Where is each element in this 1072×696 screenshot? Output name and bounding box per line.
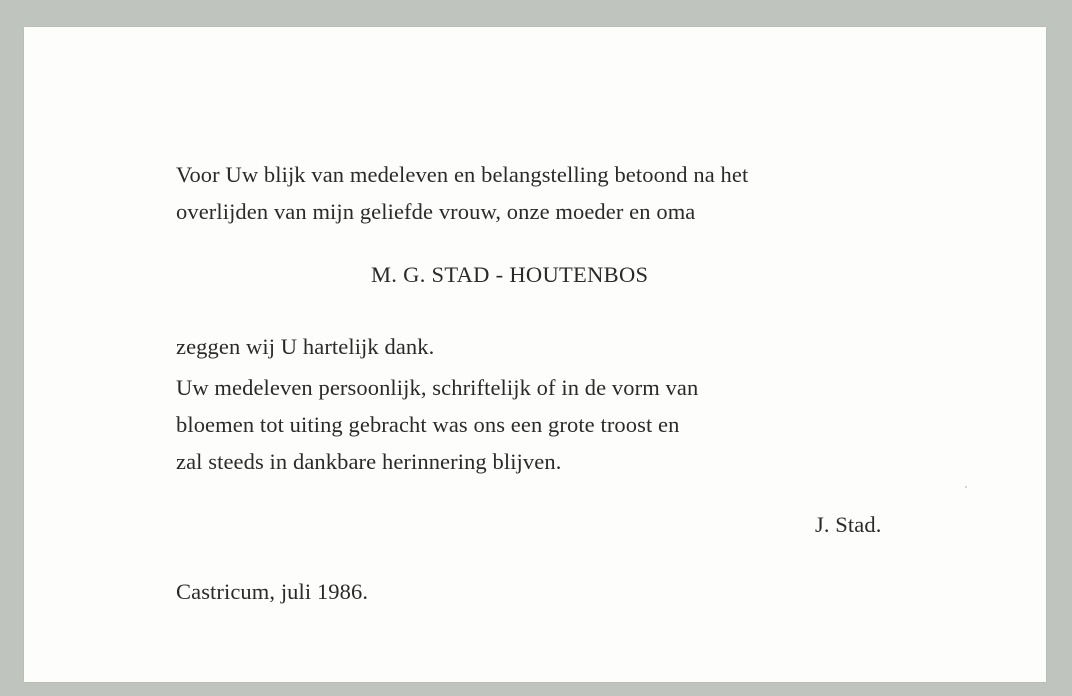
paper-speck <box>965 486 967 488</box>
thanks-line: zeggen wij U hartelijk dank. <box>176 334 435 359</box>
signature: J. Stad. <box>815 512 882 537</box>
thank-you-card <box>24 27 1046 682</box>
body-line-3: zal steeds in dankbare herinnering blijven. <box>176 449 562 474</box>
opening-line-1: Voor Uw blijk van medeleven en belangstelling betoond na het <box>176 162 749 187</box>
body-line-2: bloemen tot uiting gebracht was ons een grote troost en <box>176 412 680 437</box>
opening-line-2: overlijden van mijn geliefde vrouw, onze moeder en oma <box>176 199 696 224</box>
body-line-1: Uw medeleven persoonlijk, schriftelijk of in de vorm van <box>176 375 699 400</box>
deceased-name: M. G. STAD - HOUTENBOS <box>371 262 649 287</box>
place-date: Castricum, juli 1986. <box>176 579 369 604</box>
